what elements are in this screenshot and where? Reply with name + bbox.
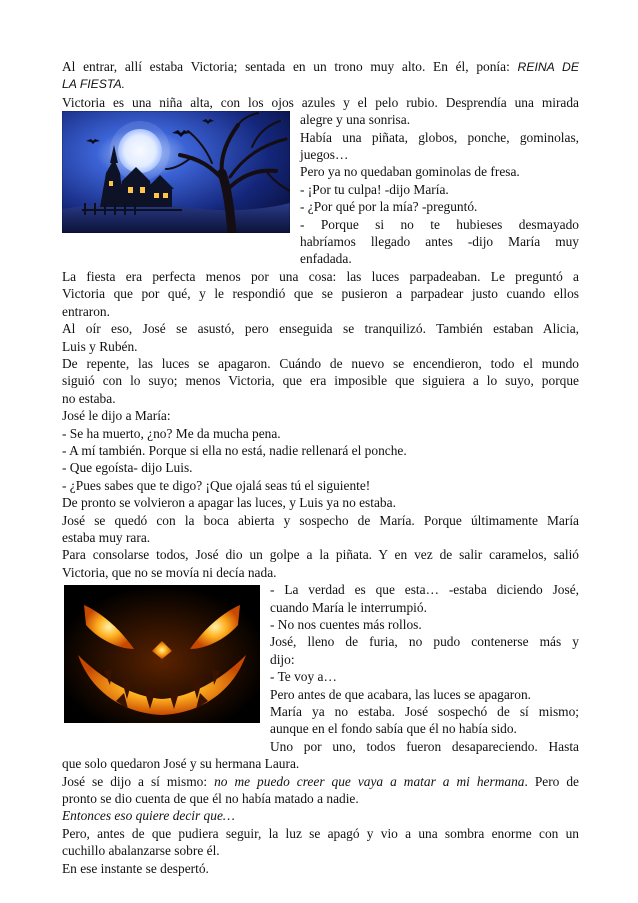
- dialogue-line: - La verdad es que esta… -estaba diciendo José,: [270, 582, 579, 598]
- paragraph-line: - Porque si no te hubieses desmayado: [300, 216, 579, 232]
- italic-thought: no me puedo creer que vaya a matar a mi hermana: [214, 773, 525, 789]
- dialogue-line: - Que egoísta- dijo Luis.: [62, 460, 193, 476]
- paragraph-line: no estaba.: [62, 390, 116, 406]
- image-wrap-section-2: [62, 581, 579, 755]
- paragraph-line: - ¡Por tu culpa! -dijo María.: [300, 181, 449, 197]
- paragraph-line: José se dijo a sí mismo: no me puedo creer que vaya a matar a mi hermana. Pero de: [62, 773, 580, 789]
- paragraph-line: Pero antes de que acabara, las luces se apagaron.: [270, 686, 531, 702]
- paragraph-line: María ya no estaba. José sospechó de sí mismo;: [270, 704, 579, 720]
- paragraph-line: estaba muy rara.: [62, 529, 151, 545]
- paragraph-line: Luis y Rubén.: [62, 338, 138, 354]
- italic-thought: Entonces eso quiere decir que…: [62, 808, 235, 824]
- paragraph-line: Victoria que por qué, y le respondió que se pusieron a parpadear justo cuando ellos: [62, 286, 579, 302]
- paragraph-line: Pero ya no quedaban gominolas de fresa.: [300, 164, 520, 180]
- paragraph-line: entraron.: [62, 303, 110, 319]
- paragraph-line: Para consolarse todos, José dio un golpe a la piñata. Y en vez de salir caramelos, salió: [62, 547, 579, 563]
- paragraph-line: pronto se dio cuenta de que él no había matado a nadie.: [62, 791, 359, 807]
- pumpkin-image: [64, 585, 260, 723]
- dialogue-line: - Se ha muerto, ¿no? Me da mucha pena.: [62, 425, 281, 441]
- paragraph-line: dijo:: [270, 651, 295, 667]
- paragraph-line: que solo quedaron José y su hermana Laura.: [62, 756, 300, 772]
- dialogue-line: - ¿Pues sabes que te digo? ¡Que ojalá seas tú el siguiente!: [62, 477, 371, 493]
- paragraph-line: De repente, las luces se apagaron. Cuándo de nuevo se encendieron, todo el mundo: [62, 355, 579, 371]
- paragraph-line: Uno por uno, todos fueron desapareciendo. Hasta: [270, 738, 579, 754]
- sign-text: LA FIESTA.: [62, 77, 125, 92]
- paragraph-line: alegre y una sonrisa.: [300, 112, 411, 128]
- paragraph-line: Al oír eso, José se asustó, pero enseguida se tranquilizó. También estaban Alicia,: [62, 321, 579, 337]
- haunted-house-image: [62, 111, 290, 233]
- paragraph-line: cuando María le interrumpió.: [270, 599, 427, 615]
- story-page: [62, 58, 579, 877]
- paragraph-line: De pronto se volvieron a apagar las luces, y Luis ya no estaba.: [62, 495, 396, 511]
- paragraph-line: siguió con lo suyo; menos Victoria, que era imposible que siguiera a lo suyo, porque: [62, 373, 579, 389]
- dialogue-line: - Te voy a…: [270, 669, 337, 685]
- paragraph-line: Victoria, que no se movía ni decía nada.: [62, 564, 277, 580]
- paragraph-line: Al entrar, allí estaba Victoria; sentada en un trono muy alto. En él, ponía: REINA DE: [62, 59, 579, 74]
- paragraph-line: Pero, antes de que pudiera seguir, la luz se apagó y vio a una sombra enorme con un: [62, 825, 579, 841]
- paragraph-line: Victoria es una niña alta, con los ojos azules y el pelo rubio. Desprendía una mirada: [62, 94, 579, 110]
- paragraph-line: La fiesta era perfecta menos por una cosa: las luces parpadeaban. Le preguntó a: [62, 268, 579, 284]
- paragraph-line: José le dijo a María:: [62, 408, 171, 424]
- paragraph-line: habríamos llegado antes -dijo María muy: [300, 234, 579, 250]
- paragraph-line: José, lleno de furia, no pudo contenerse más y: [270, 634, 579, 650]
- paragraph-line: juegos…: [300, 147, 349, 163]
- paragraph-line: En ese instante se despertó.: [62, 860, 209, 876]
- paragraph-line: - ¿Por qué por la mía? -preguntó.: [300, 199, 478, 215]
- paragraph-line: cuchillo abalanzarse sobre él.: [62, 843, 220, 859]
- sign-text: REINA DE: [517, 60, 579, 74]
- paragraph-line: José se quedó con la boca abierta y sospecho de María. Porque últimamente María: [62, 512, 579, 528]
- paragraph-line: aunque en el fondo sabía que él no había sido.: [270, 721, 517, 737]
- dialogue-line: - A mí también. Porque si ella no está, nadie rellenará el ponche.: [62, 442, 407, 458]
- paragraph-line: Había una piñata, globos, ponche, gominolas,: [300, 129, 579, 145]
- image-wrap-section-1: [62, 111, 579, 268]
- dialogue-line: - No nos cuentes más rollos.: [270, 617, 422, 632]
- paragraph-line: enfadada.: [300, 251, 352, 267]
